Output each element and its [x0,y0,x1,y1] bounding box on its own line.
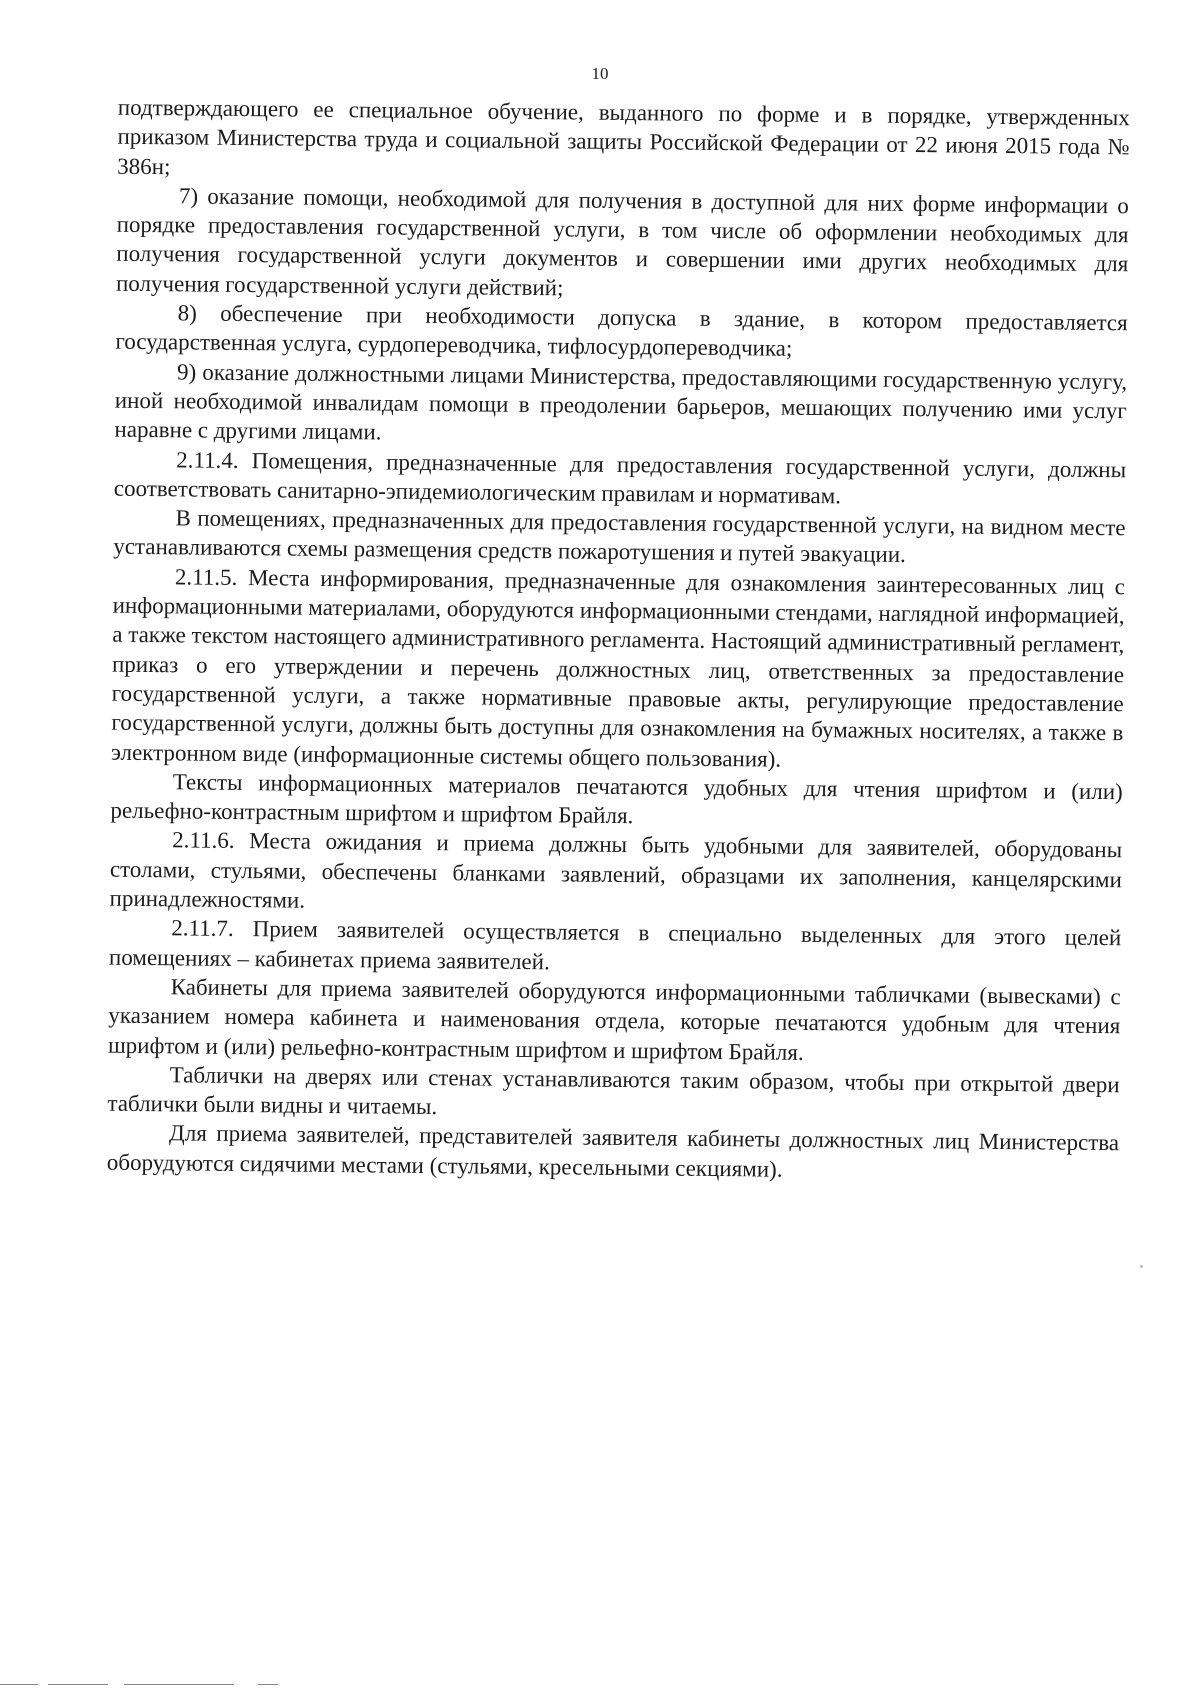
paragraph: Для приема заявителей, представителей заявителя кабинеты должностных лиц Министерства оборудуются сидячими местами (стульями, кресельными секциями). [106,1120,1120,1182]
paragraph: 9) оказание должностными лицами Министерства, предоставляющими государственную услугу, иной необходимой инвалидам помощи в преодолении барьеров, мешающих получению ими услуг наравне с другими лицами. [114,359,1128,445]
paragraph: 2.11.5. Места информирования, предназначенные для ознакомления заинтересованных лиц с информационными материалами, оборудуются информационными стендами, наглядной информацией, а также текстом настоящего административного регламента. Настоящий административный регламент, приказ о его утверждении и перечень должностных лиц, ответственных за предоставление государственной услуги, а также нормативные правовые акты, регулирующие предоставление государственной услуги, должны быть доступны для ознакомления на бумажных носителях, а также в электронном виде (информационные системы общего пользования). [110,564,1126,772]
document-body [107,93,1130,1188]
paragraph: 7) оказание помощи, необходимой для получения в доступной для них форме информации о порядке предоставления государственной услуги, в том числе об оформлении необходимых для получения государственной услуги документов и совершении ими других необходимых для получения государственной услуги действий; [115,183,1130,301]
paragraph: 2.11.7. Прием заявителей осуществляется в специально выделенных для этого целей помещениях – кабинетах приема заявителей. [108,915,1122,974]
scan-artifact-dot [1140,1265,1143,1268]
scan-artifact-line [48,1684,108,1685]
scan-artifact-line [124,1684,234,1685]
paragraph: Тексты информационных материалов печатаются удобных для чтения шрифтом и (или) рельефно-контрастным шрифтом и шрифтом Брайля. [110,769,1123,829]
paragraph: подтверждающего ее специальное обучение, выданного по форме и в порядке, утвержденных приказом Министерства труда и социальной защиты Российской Федерации от 22 июня 2015 года № 386н; [117,94,1130,179]
scan-artifact-line [258,1684,278,1685]
paragraph: 8) обеспечение при необходимости допуска в здание, в котором предоставляется государственная услуга, сурдопереводчика, тифлосурдопереводчика; [115,300,1128,362]
paragraph: Кабинеты для приема заявителей оборудуются информационными табличками (вывесками) с указанием номера кабинета и наименования отдела, которые печатаются удобным для чтения шрифтом и (или) рельефно-контрастным шрифтом и шрифтом Брайля. [107,974,1121,1065]
paragraph: 2.11.4. Помещения, предназначенные для предоставления государственной услуги, должны соответствовать санитарно-эпидемиологическим правилам и нормативам. [113,446,1127,509]
paragraph: В помещениях, предназначенных для предоставления государственной услуги, на видном месте устанавливаются схемы размещения средств пожаротушения и путей эвакуации. [113,505,1126,568]
page-number: 10 [591,64,609,83]
paragraph: Таблички на дверях или стенах устанавливаются таким образом, чтобы при открытой двери таблички были видны и читаемы. [107,1062,1120,1120]
scan-artifact-line [0,1684,38,1685]
paragraph: 2.11.6. Места ожидания и приема должны быть удобными для заявителей, оборудованы столами, стульями, обеспечены бланками заявлений, образцами их заполнения, канцелярскими принадлежностями. [109,827,1123,913]
